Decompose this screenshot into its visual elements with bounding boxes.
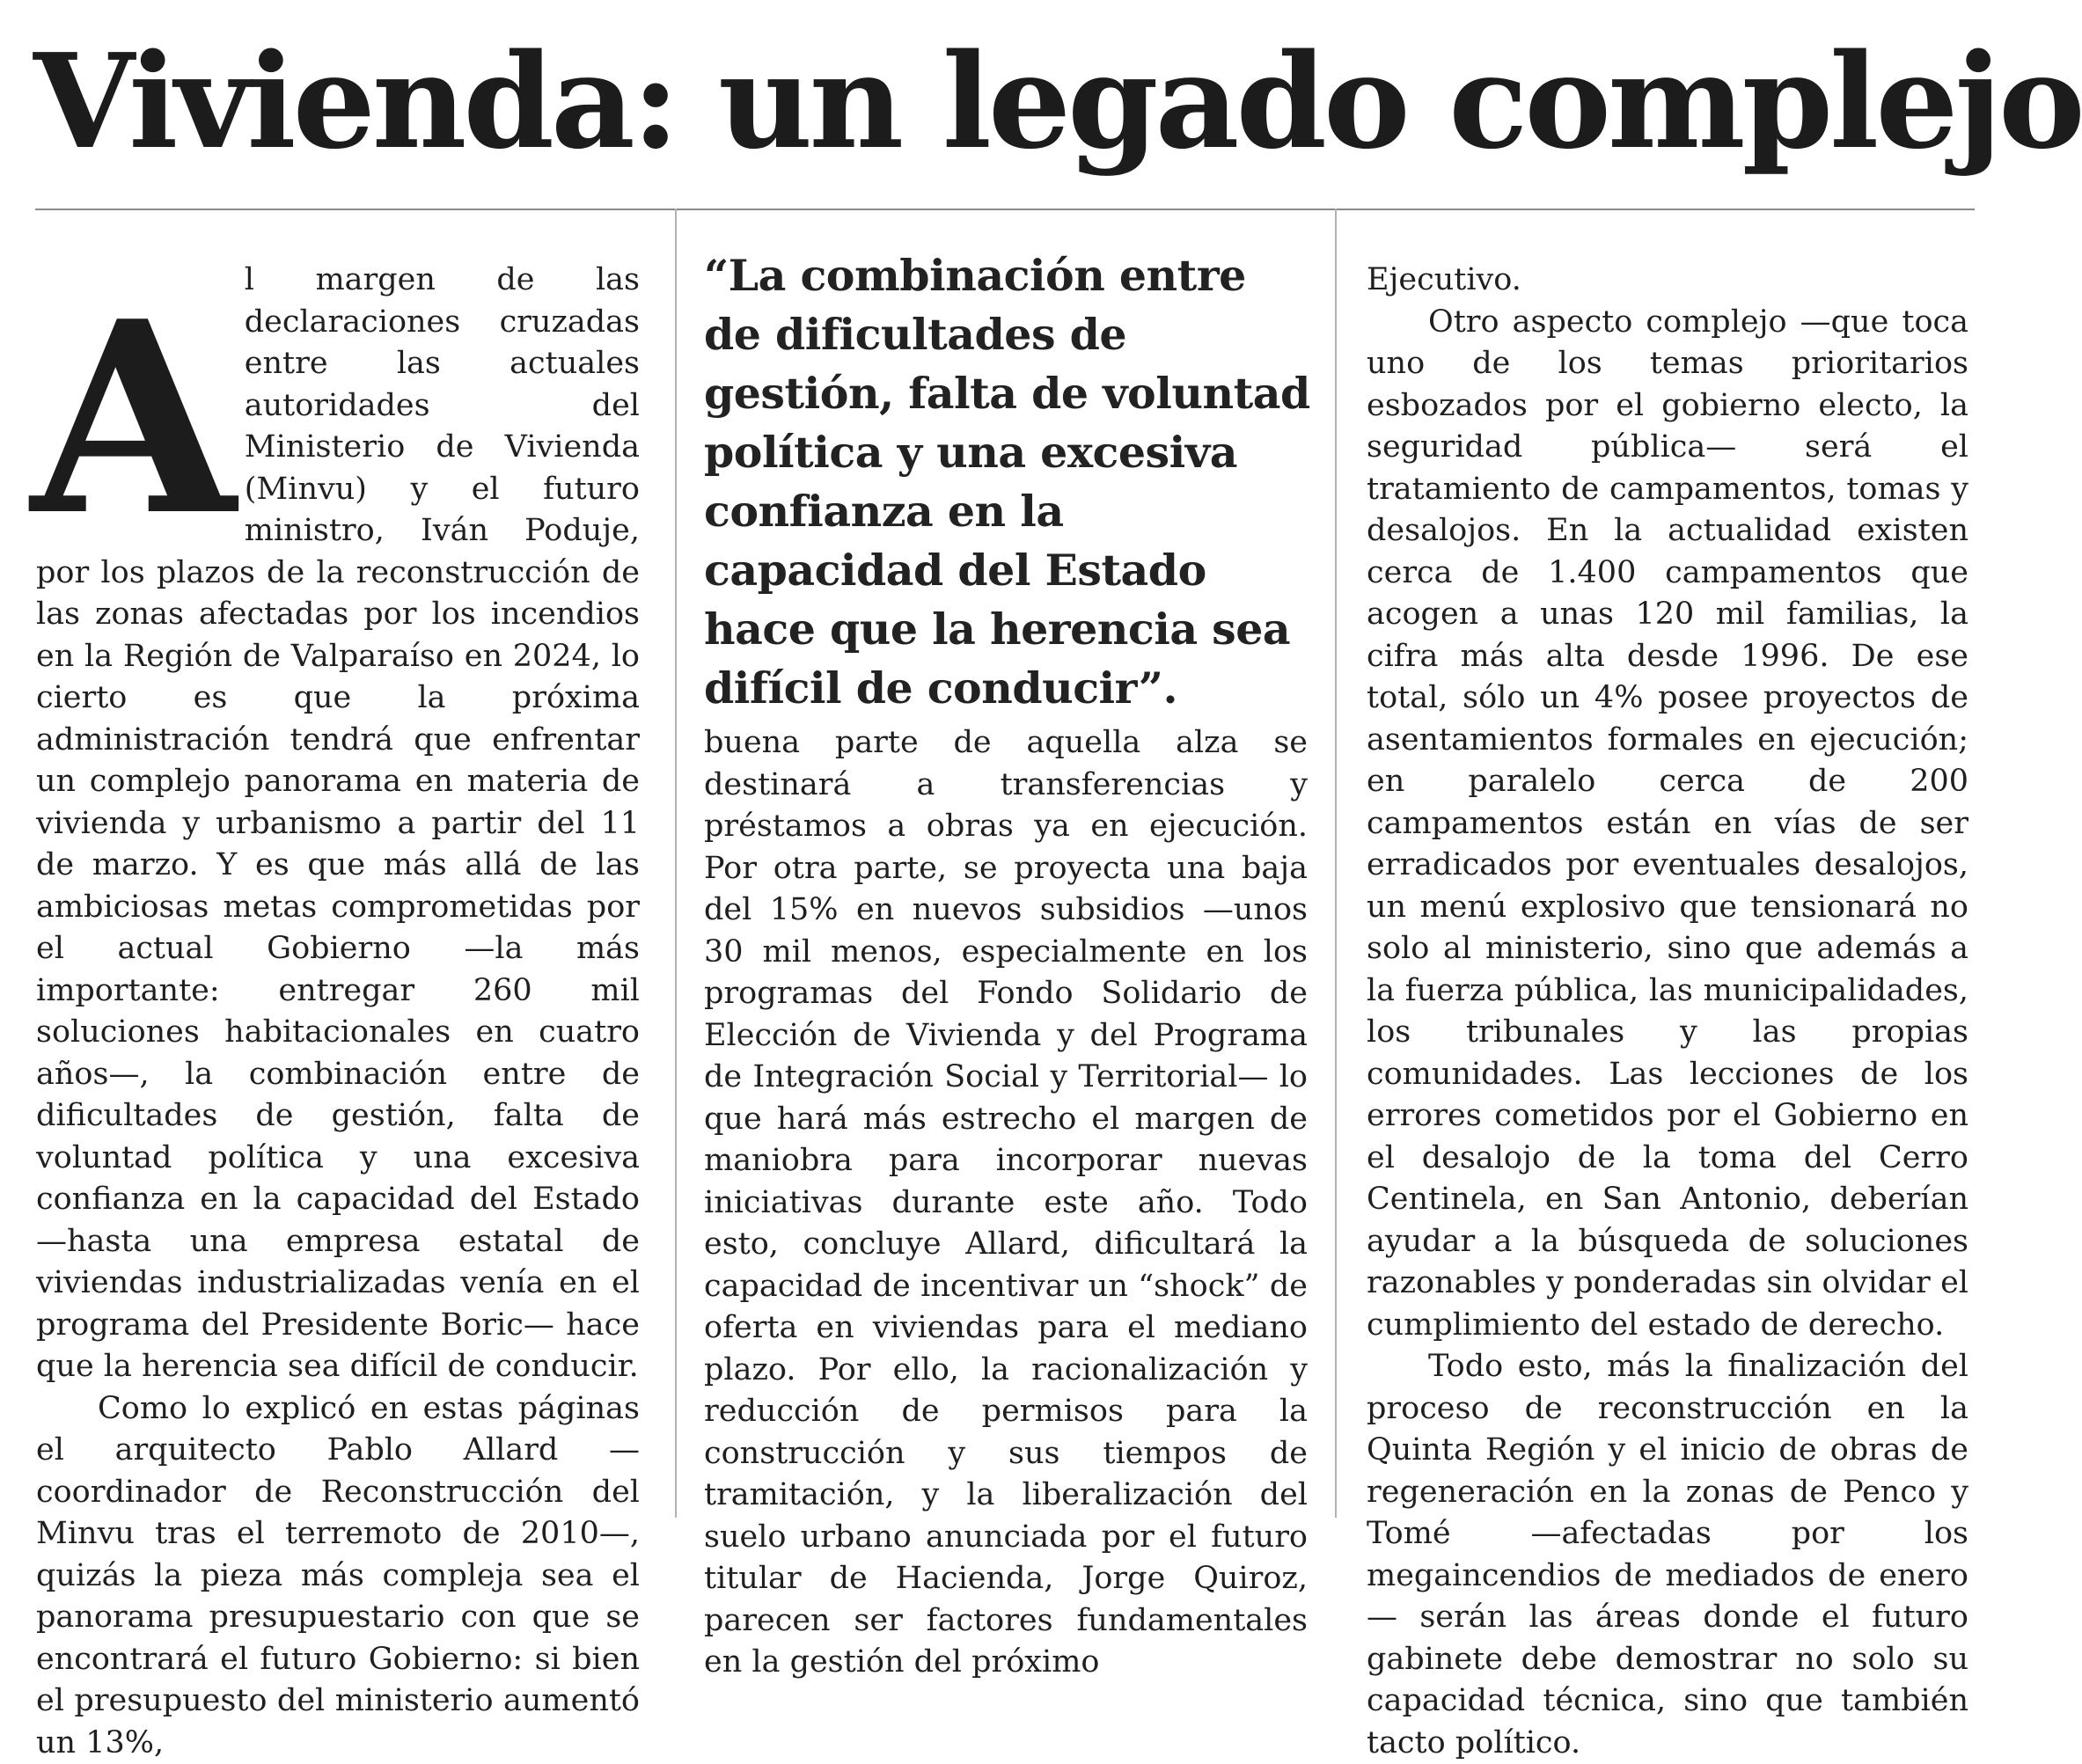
paragraph-6: Todo esto, más la finalización del proceso de reconstrucción en la Quinta Región y el inicio de obras de regeneración en la zonas de Penco y Tomé —afectadas por los megaincendios de mediados de enero— serán las áreas donde el futuro gabinete debe demostrar no solo su capacidad técnica, sino que también tacto político. [1367,1346,1968,1764]
pull-quote: “La combinación entre de dificultades de gestión, falta de voluntad política y una excesiva confianza en la capacidad del Estado hace que la herencia sea difícil de conducir”. [704,246,1311,718]
drop-cap: A [31,318,236,533]
paragraph-2: Como lo explicó en estas páginas el arquitecto Pablo Allard —coordinador de Reconstrucción del Minvu tras el terremoto de 2010—, quizás la pieza más compleja sea el panorama presupuestario con que se encontrará el futuro Gobierno: si bien el presupuesto del ministerio aumentó un 13%, [36,1388,640,1764]
paragraph-4: Ejecutivo. [1367,260,1968,302]
column-divider-1 [675,209,677,1518]
paragraph-5: Otro aspecto complejo —que toca uno de los temas prioritarios esbozados por el gobierno electo, la seguridad pública— será el tratamiento de campamentos, tomas y desalojos. En la actualidad existen cerca de 1.400 campamentos que acogen a unas 120 mil familias, la cifra más alta desde 1996. De ese total, sólo un 4% posee proyectos de asentamientos formales en ejecución; en paralelo cerca de 200 campamentos están en vías de ser erradicados por eventuales desalojos, un menú explosivo que tensionará no solo al ministerio, sino que además a la fuerza pública, las municipalidades, los tribunales y las propias comunidades. Las lecciones de los errores cometidos por el Gobierno en el desalojo de la toma del Cerro Centinela, en San Antonio, deberían ayudar a la búsqueda de soluciones razonables y ponderadas sin olvidar el cumplimiento del estado de derecho. [1367,302,1968,1347]
headline: Vivienda: un legado complejo [33,0,1987,202]
paragraph-1: l margen de las declaraciones cruzadas entre las actuales autoridades del Ministerio de Vivienda (Minvu) y el futuro ministro, Iván Poduje, por los plazos de la reconstrucción de las zonas afectadas por los incendios en la Región de Valparaíso en 2024, lo cierto es que la próxima administración tendrá que enfrentar un complejo panorama en materia de vivienda y urbanismo a partir del 11 de marzo. Y es que más allá de las ambiciosas metas comprometidas por el actual Gobierno —la más importante: entregar 260 mil soluciones habitacionales en cuatro años—, la combinación entre de dificultades de gestión, falta de voluntad política y una excesiva confianza en la capacidad del Estado —hasta una empresa estatal de viviendas industrializadas venía en el programa del Presidente Boric— hace que la herencia sea difícil de conducir. [36,260,640,1388]
column-divider-2 [1335,209,1337,1518]
article-column-1 [36,260,640,1535]
article-column-3 [1367,260,1968,1535]
headline-rule [35,209,1975,210]
article-column-2 [704,722,1308,1535]
paragraph-3: buena parte de aquella alza se destinará a transferencias y préstamos a obras ya en ejecución. Por otra parte, se proyecta una baja del 15% en nuevos subsidios —unos 30 mil menos, especialmente en los programas del Fondo Solidario de Elección de Vivienda y del Programa de Integración Social y Territorial— lo que hará más estrecho el margen de maniobra para incorporar nuevas iniciativas durante este año. Todo esto, concluye Allard, dificultará la capacidad de incentivar un “shock” de oferta en viviendas para el mediano plazo. Por ello, la racionalización y reducción de permisos para la construcción y sus tiempos de tramitación, y la liberalización del suelo urbano anunciada por el futuro titular de Hacienda, Jorge Quiroz, parecen ser factores fundamentales en la gestión del próximo [704,722,1308,1684]
